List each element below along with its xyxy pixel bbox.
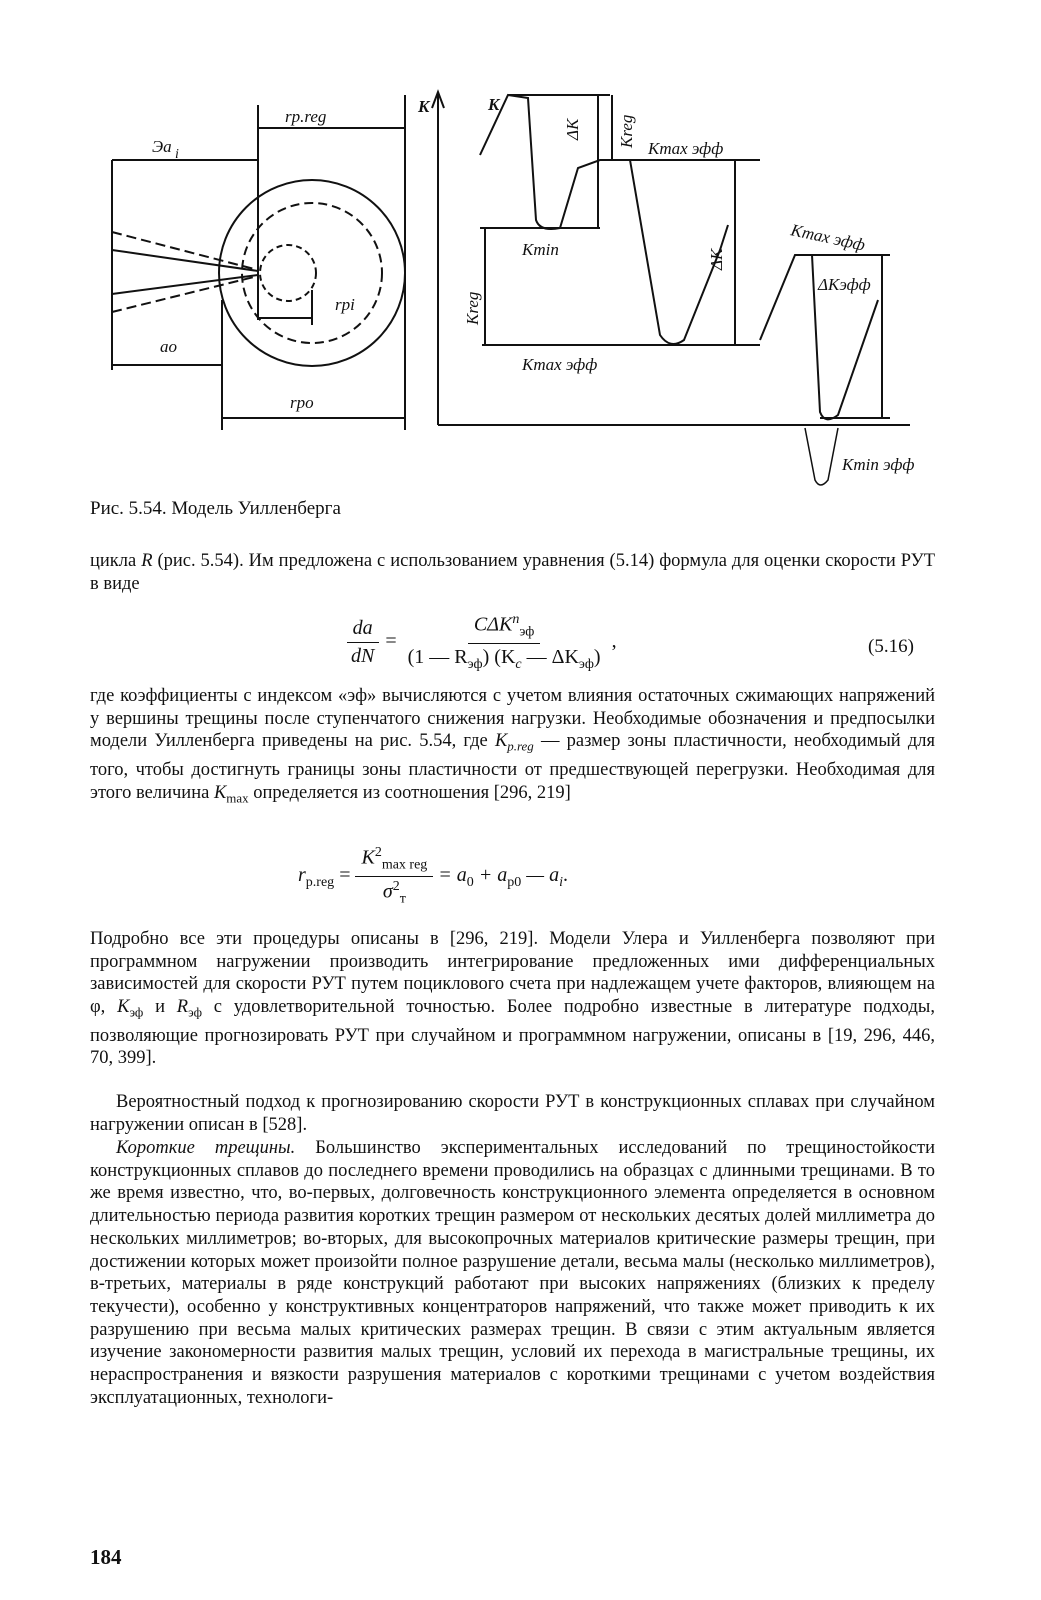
label-kreg-1: Kreg: [617, 114, 636, 148]
label-ea-sub: i: [175, 147, 179, 162]
paragraph-4: Вероятностный подход к прогнозированию скорости РУТ в конструкционных сплавах при случайном нагружении описан в [528].: [90, 1092, 935, 1135]
page-number: 184: [90, 1545, 122, 1569]
figure-willenborg-model: [0, 0, 1041, 500]
label-kmin-eff: Kmin эфф: [842, 455, 915, 474]
crack-flank: [112, 250, 258, 294]
equation-number: (5.16): [868, 636, 914, 657]
section-title-short-cracks: Короткие трещины.: [116, 1138, 296, 1158]
kmin-eff-callout: [805, 428, 838, 485]
label-dk-1: ΔK: [563, 118, 582, 140]
paragraph-3: Подробно все эти процедуры описаны в [296, 219]. Модели Улера и Уилленберга позволяют при программном нагружении производить интегрирование предложенных ими дифференциальных зависимостей для скорости РУТ путем поциклового счета при надлежащем учете факторов, влияющем на φ, $K_{эф}$ и $R_{эф}$ с удовлетворительной точностью. Более подробно известные в литературе подходы, позволяющие прогнозировать РУТ при случайном и программном нагружении, описаны в [19, 296, 446, 70, 399].: [90, 929, 935, 1069]
crack-flank-dashed: [112, 232, 258, 312]
equation-5-16: $\frac{da}{dN}$ = $\frac{C\Delta K^n_{эф}}{(1 — R_{эф}) (K_c — \Delta K_{эф})}$ ,: [345, 612, 617, 673]
label-k-top: K: [488, 95, 500, 114]
label-ea: Эa: [152, 137, 172, 156]
label-kmax-eff-1: Kmax эфф: [648, 139, 724, 158]
label-dkeff: ΔKэфф: [818, 275, 871, 294]
plastic-zone-circle-inner: [260, 245, 316, 301]
equation-rp-reg: $r_{p.reg}$ = $\frac{K^2_{max reg}}{\sigma^2_т}$ = $a_0 + a_{p0}$ — $a_i$.: [298, 845, 568, 907]
label-kmin: Kmin: [522, 240, 559, 259]
label-rpi: rpi: [335, 295, 355, 314]
paragraph-5: Короткие трещины. Большинство экспериментальных исследований по трещиностойкости конструкционных сплавов до последнего времени проводились на образцах с длинными трещинами. В то же время известно, что, во-первых, долговечность конструкционного элемента определяется в основном длительностью периода развития коротких трещин размером от нескольких десятых долей миллиметра до нескольких миллиметров; во-вторых, для высокопрочных материалов критические размеры трещин, при достижении которых может произойти полное разрушение детали, весьма малы (несколько миллиметров), в-третьих, материалы в ряде конструкций работают при высоких напряжениях (близких к пределу текучести), особенно у конструктивных концентраторов напряжений, что также может приводить к их разрушению при весьма малых критических размерах трещин. В связи с этим актуальным является изучение закономерности развития малых трещин, условий их перехода в магистральные трещины, их нераспространения и вязкости разрушения материалов с короткими трещинами с учетом воздействия эксплуатационных, технологи-: [90, 1138, 935, 1408]
label-k-axis: K: [418, 97, 430, 116]
label-kmax-eff-3: Kmax эфф: [789, 220, 867, 255]
label-kmax-eff-2: Kmax эфф: [522, 355, 598, 374]
label-rpo: rpo: [290, 393, 314, 412]
label-rp-reg: rp.reg: [285, 107, 327, 126]
figure-caption: Рис. 5.54. Модель Уилленберга: [90, 498, 341, 519]
label-dk-2: ΔK: [707, 248, 726, 270]
label-kreg-2: Kreg: [463, 291, 482, 325]
plastic-zone-circle-outer: [219, 180, 405, 366]
paragraph-2: где коэффициенты с индексом «эф» вычисляются с учетом влияния остаточных сжимающих напряжений у вершины трещины после ступенчатого снижения нагрузки. Необходимые обозначения и предпосылки модели Уилленберга приведены на рис. 5.54, где $K_{p.reg}$ — размер зоны пластичности, необходимый для того, чтобы достигнуть границы зоны пластичности от предшествующей перегрузки. Необходимая для этого величина $K_{max}$ определяется из соотношения [296, 219]: [90, 686, 935, 806]
label-ao: ao: [160, 337, 177, 356]
paragraph-1: цикла R (рис. 5.54). Им предложена с использованием уравнения (5.14) формула для оценки скорости РУТ в виде: [90, 551, 935, 594]
load-cycle-curve: [480, 95, 728, 344]
